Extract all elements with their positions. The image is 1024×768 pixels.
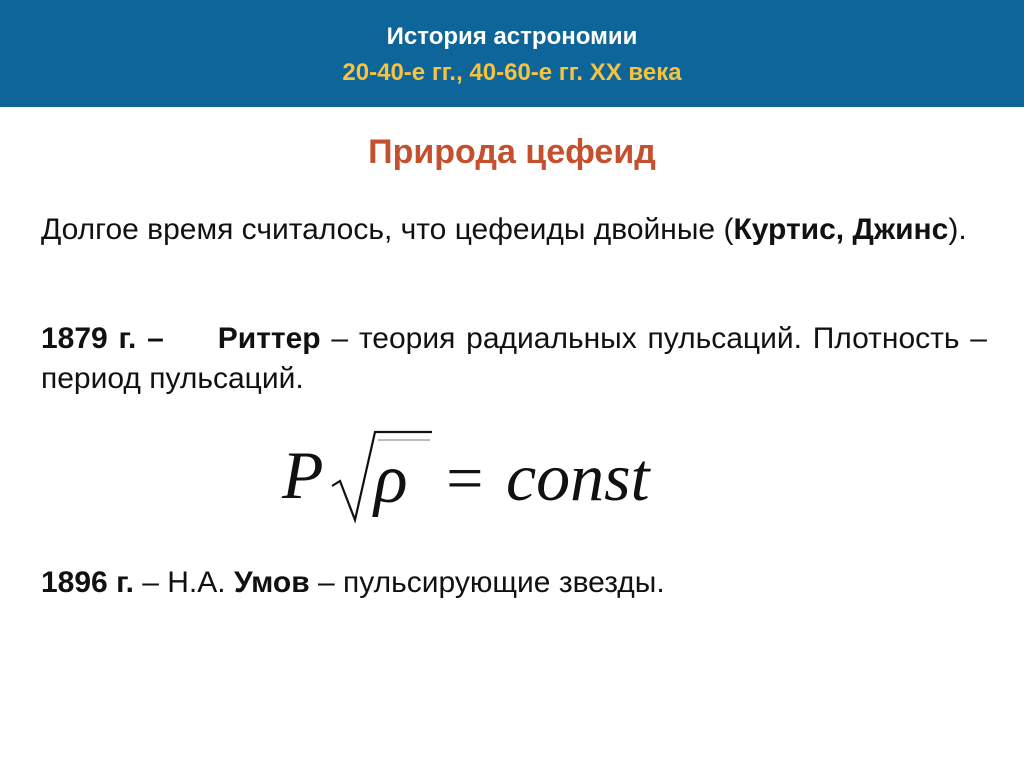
paragraph-ritter [41, 319, 987, 399]
formula-period-density [270, 420, 690, 530]
formula-rho: ρ [374, 441, 408, 518]
header-title: История астрономии [386, 23, 638, 50]
slide-title: Природа цефеид [368, 133, 656, 171]
name-ritter: Риттер [217, 322, 321, 355]
paragraph-text: Долгое время считалось, что цефеиды двойные ( [41, 213, 734, 246]
paragraph-text: – пульсирующие звезды. [309, 566, 665, 599]
name-umov: Умов [233, 566, 310, 599]
formula-equals: = [442, 442, 487, 515]
paragraph-text: – Н.А. [133, 566, 234, 599]
formula-const: const [506, 439, 650, 515]
paragraph-text: ). [948, 213, 967, 246]
names-curtis-jeans: Куртис, Джинс [733, 213, 949, 246]
paragraph-umov [41, 563, 987, 603]
year-1879: 1879 г. – [41, 322, 164, 355]
paragraph-cepheids-binary [41, 210, 987, 250]
slide-header [0, 0, 1024, 107]
year-1896: 1896 г. [41, 566, 134, 599]
paragraph-text: – теория радиальных пульсаций. Плотность – период пульсаций. [41, 322, 987, 395]
header-subtitle: 20-40-е гг., 40-60-е гг. XX века [342, 59, 682, 86]
formula-p: P [282, 437, 324, 513]
